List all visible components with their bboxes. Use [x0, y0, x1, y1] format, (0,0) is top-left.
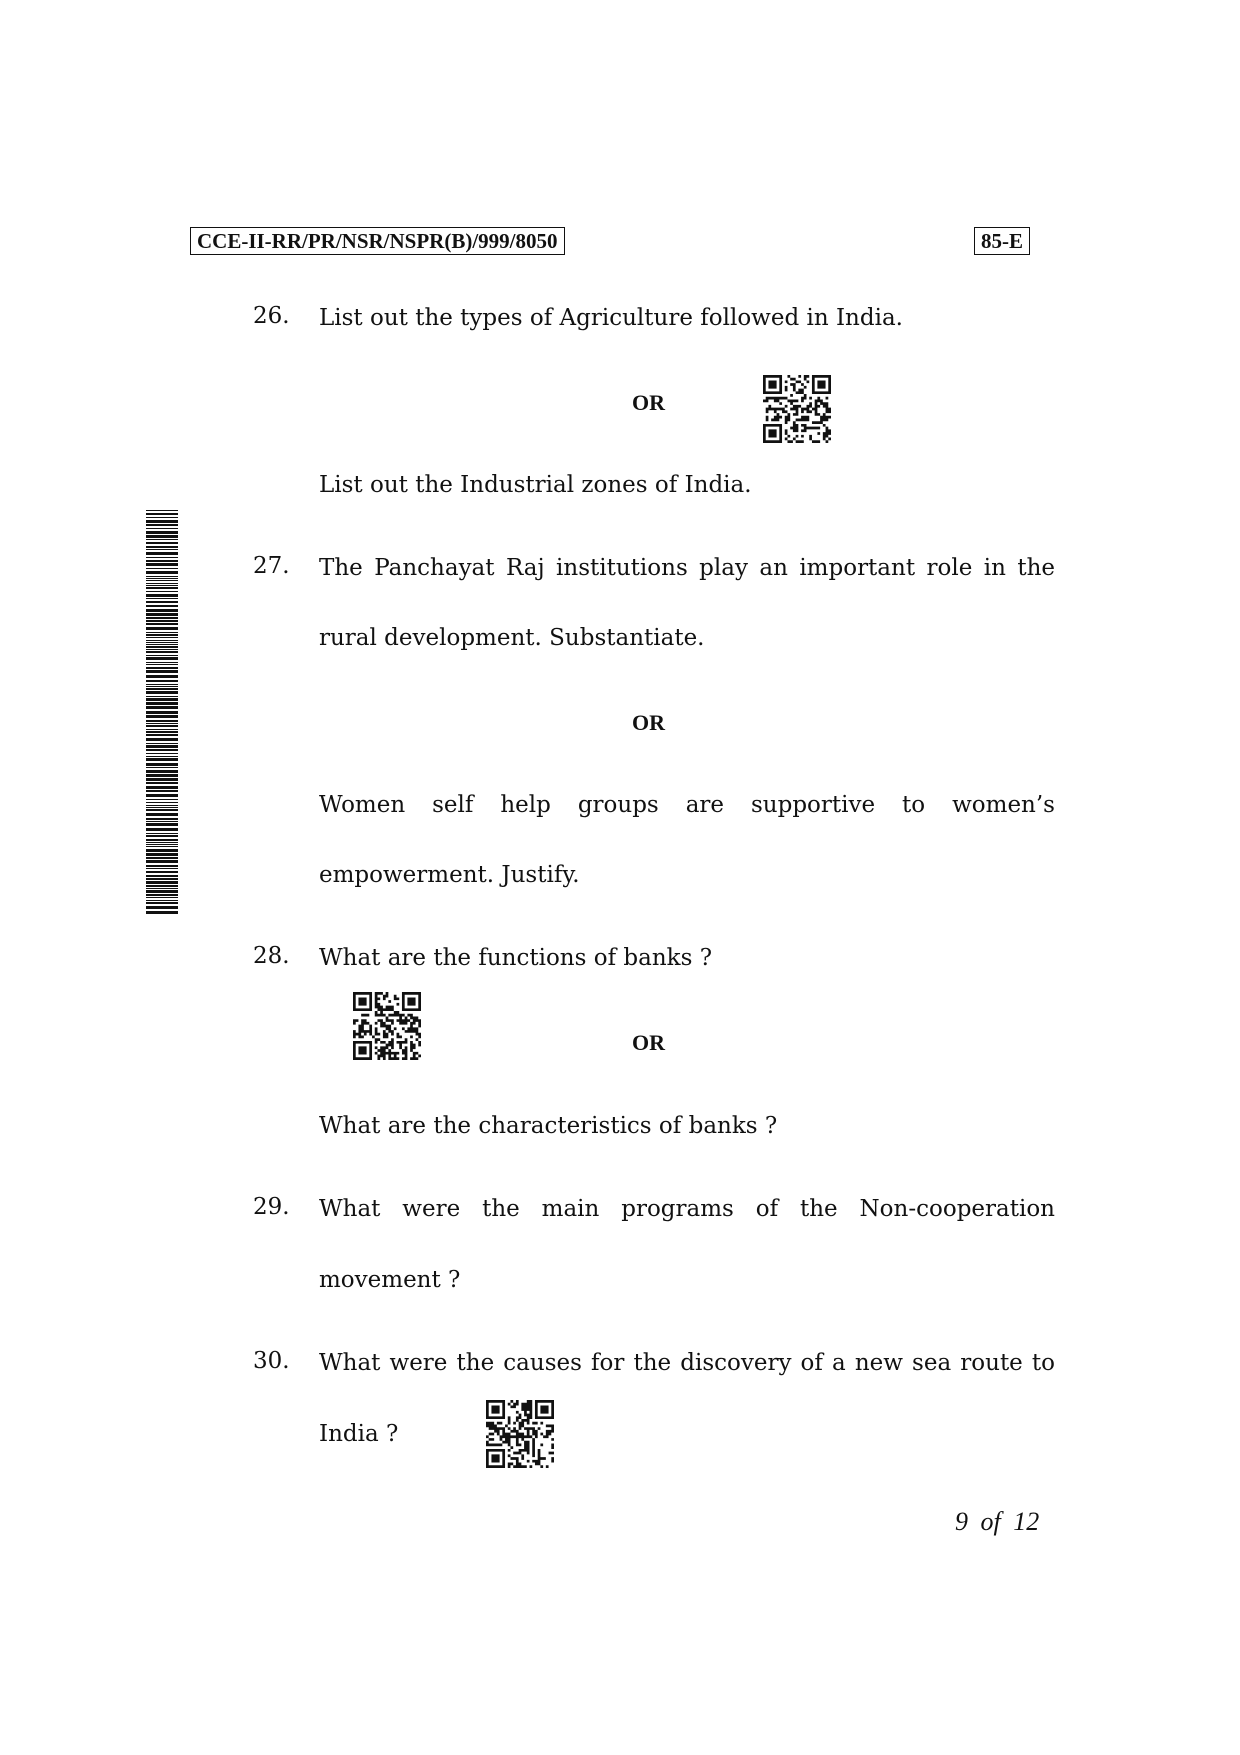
or-separator: OR [632, 710, 665, 735]
question-30-text-line2: India ? [319, 1421, 399, 1447]
question-26-alternative: List out the Industrial zones of India. [319, 472, 752, 498]
subject-code-box: 85-E [974, 227, 1030, 255]
question-29-text-line1: What were the main programs of the Non-cooperation [319, 1196, 1055, 1222]
question-30-text-line1: What were the causes for the discovery of a new sea route to [319, 1350, 1055, 1376]
page-number: 9 of 12 [955, 1507, 1040, 1536]
question-29-text-line2: movement ? [319, 1267, 461, 1293]
paper-code-box: CCE-II-RR/PR/NSR/NSPR(B)/999/8050 [190, 227, 565, 255]
question-27-text-line2: rural development. Substantiate. [319, 625, 705, 651]
barcode-icon [146, 510, 178, 918]
question-27-alternative-line1: Women self help groups are supportive to women’s [319, 792, 1055, 818]
question-27-text-line1: The Panchayat Raj institutions play an important role in the [319, 555, 1055, 581]
qr-code-icon [485, 1400, 555, 1468]
question-28-text: What are the functions of banks ? [319, 945, 713, 971]
question-28-number: 28. [253, 943, 290, 969]
question-28-alternative: What are the characteristics of banks ? [319, 1113, 778, 1139]
or-separator: OR [632, 1030, 665, 1055]
question-27-number: 27. [253, 553, 290, 579]
question-30-number: 30. [253, 1348, 290, 1374]
qr-code-icon [762, 375, 832, 443]
or-separator: OR [632, 390, 665, 415]
question-27-alternative-line2: empowerment. Justify. [319, 862, 580, 888]
question-29-number: 29. [253, 1194, 290, 1220]
question-26-text: List out the types of Agriculture followed in India. [319, 305, 903, 331]
qr-code-icon [352, 992, 422, 1060]
question-26-number: 26. [253, 303, 290, 329]
